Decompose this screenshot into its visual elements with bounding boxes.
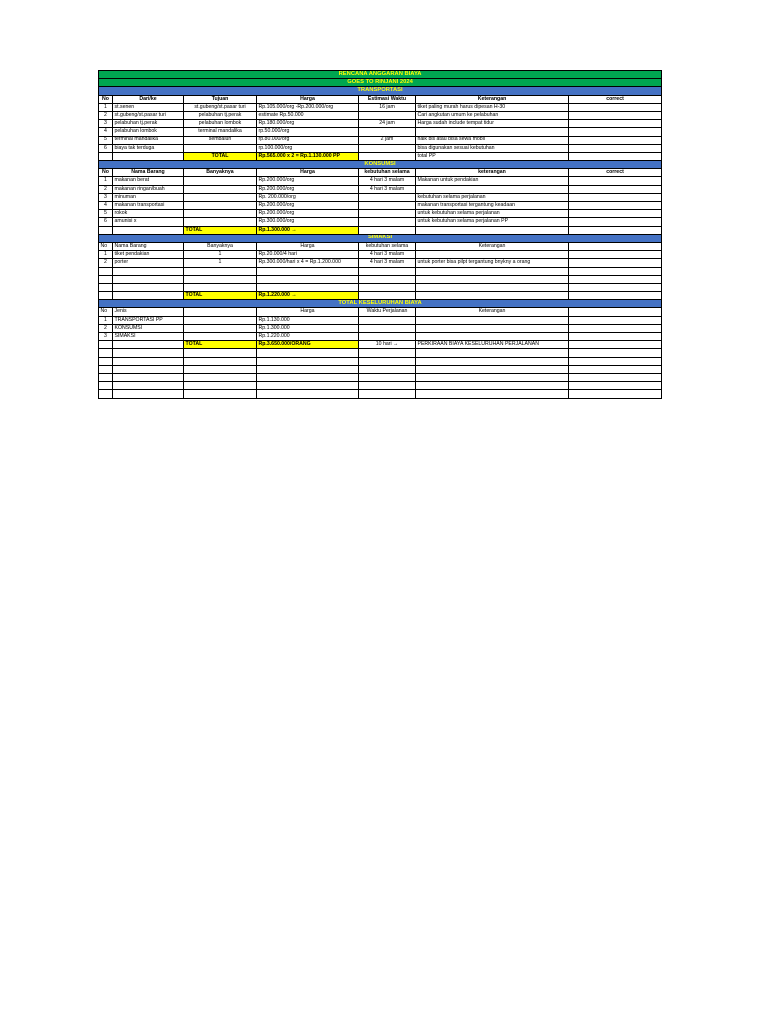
table-cell[interactable]	[99, 341, 113, 349]
table-cell[interactable]	[569, 382, 662, 390]
table-cell[interactable]	[569, 324, 662, 332]
table-cell[interactable]	[184, 275, 257, 283]
table-cell[interactable]	[113, 226, 184, 234]
column-header[interactable]: Estimasi Waktu	[359, 95, 416, 103]
table-cell[interactable]	[416, 382, 569, 390]
table-cell[interactable]	[113, 373, 184, 381]
table-cell[interactable]	[359, 333, 416, 341]
table-cell[interactable]	[257, 365, 359, 373]
table-cell[interactable]	[359, 316, 416, 324]
empty-row	[99, 357, 662, 365]
table-cell[interactable]	[359, 202, 416, 210]
simaksi-total-row	[99, 292, 662, 300]
column-header[interactable]: Banyaknya	[184, 169, 257, 177]
table-cell[interactable]	[359, 324, 416, 332]
table-cell[interactable]: amunisi x	[113, 218, 184, 226]
table-cell[interactable]	[569, 210, 662, 218]
table-cell[interactable]	[99, 292, 113, 300]
empty-row	[99, 349, 662, 357]
table-cell[interactable]	[99, 275, 113, 283]
table-cell[interactable]	[359, 111, 416, 119]
table-cell[interactable]	[113, 390, 184, 398]
sheet-title[interactable]: RENCANA ANGGARAN BIAYA	[99, 71, 662, 79]
table-cell[interactable]: Makanan untuk pendakian	[416, 177, 569, 185]
empty-row	[99, 390, 662, 398]
table-cell[interactable]	[569, 144, 662, 152]
table-cell[interactable]: Rp.200.000/org	[257, 185, 359, 193]
table-cell[interactable]: Rp.200.000/org	[257, 177, 359, 185]
table-cell[interactable]	[569, 226, 662, 234]
table-cell[interactable]	[184, 283, 257, 291]
total-time[interactable]	[359, 226, 416, 234]
table-cell[interactable]	[99, 390, 113, 398]
total-label[interactable]: TOTAL	[184, 292, 257, 300]
table-cell[interactable]: 2	[99, 185, 113, 193]
table-cell[interactable]	[184, 144, 257, 152]
table-cell[interactable]	[99, 357, 113, 365]
table-cell[interactable]: TRANSPORTASI PP	[113, 316, 184, 324]
table-cell[interactable]	[359, 275, 416, 283]
table-cell[interactable]	[416, 275, 569, 283]
table-cell[interactable]	[99, 373, 113, 381]
table-row	[99, 103, 662, 111]
table-cell[interactable]	[257, 373, 359, 381]
table-cell[interactable]: 6	[99, 144, 113, 152]
section-total-keseluruhan[interactable]: TOTAL KESELURUHAN BIAYA	[99, 300, 662, 308]
table-row	[99, 144, 662, 152]
table-cell[interactable]: terminal mandalika	[113, 136, 184, 144]
table-cell[interactable]	[569, 251, 662, 259]
table-cell[interactable]: estimate Rp.50.000	[257, 111, 359, 119]
column-header[interactable]: No	[99, 242, 113, 250]
table-cell[interactable]	[416, 283, 569, 291]
total-time[interactable]	[359, 292, 416, 300]
table-cell[interactable]	[569, 218, 662, 226]
table-row	[99, 316, 662, 324]
table-cell[interactable]: 6	[99, 218, 113, 226]
table-cell[interactable]: pelabuhan tj.perak	[113, 120, 184, 128]
table-cell[interactable]	[416, 324, 569, 332]
section-konsumsi-row	[99, 161, 662, 169]
table-cell[interactable]	[113, 283, 184, 291]
table-cell[interactable]	[416, 316, 569, 324]
table-cell[interactable]: Rp.1.300.000	[257, 324, 359, 332]
total-note[interactable]: total PP	[416, 152, 569, 160]
konsumsi-header-row	[99, 169, 662, 177]
table-cell[interactable]	[569, 357, 662, 365]
empty-row	[99, 373, 662, 381]
total-time[interactable]	[359, 152, 416, 160]
column-header[interactable]: Banyaknya	[184, 242, 257, 250]
table-cell[interactable]	[257, 357, 359, 365]
table-cell[interactable]	[99, 382, 113, 390]
empty-row	[99, 382, 662, 390]
table-cell[interactable]: 16 jam	[359, 103, 416, 111]
column-header[interactable]: Harga	[257, 95, 359, 103]
table-cell[interactable]: rp.100.000/org	[257, 144, 359, 152]
table-cell[interactable]: 3	[99, 193, 113, 201]
table-cell[interactable]: Rp.1.130.000	[257, 316, 359, 324]
table-cell[interactable]: porter	[113, 259, 184, 267]
column-header[interactable]	[184, 308, 257, 316]
table-row	[99, 218, 662, 226]
table-cell[interactable]: 2	[99, 324, 113, 332]
table-cell[interactable]	[359, 357, 416, 365]
column-header[interactable]: No	[99, 169, 113, 177]
table-cell[interactable]	[113, 357, 184, 365]
table-cell[interactable]	[184, 333, 257, 341]
table-cell[interactable]: 3	[99, 120, 113, 128]
table-cell[interactable]	[113, 275, 184, 283]
table-cell[interactable]	[184, 218, 257, 226]
table-row	[99, 275, 662, 283]
column-header[interactable]: No	[99, 308, 113, 316]
total-value[interactable]: Rp.1.220.000 →	[257, 292, 359, 300]
table-cell[interactable]	[184, 177, 257, 185]
table-cell[interactable]	[416, 128, 569, 136]
table-cell[interactable]	[184, 193, 257, 201]
table-cell[interactable]	[569, 275, 662, 283]
section-simaksi[interactable]: SIMAKSI	[99, 234, 662, 242]
total-note[interactable]	[416, 292, 569, 300]
table-cell[interactable]: Rp.300.000/org	[257, 218, 359, 226]
table-cell[interactable]	[359, 283, 416, 291]
table-cell[interactable]	[569, 103, 662, 111]
table-cell[interactable]	[359, 390, 416, 398]
table-cell[interactable]: Rp.300.000/hari x 4 = Rp.1.200.000	[257, 259, 359, 267]
table-cell[interactable]	[359, 349, 416, 357]
transportasi-header-row	[99, 95, 662, 103]
column-header[interactable]: correct	[569, 95, 662, 103]
table-cell[interactable]	[569, 341, 662, 349]
table-cell[interactable]: terminal mandalika	[184, 128, 257, 136]
total-value[interactable]: Rp.1.300.000 →	[257, 226, 359, 234]
table-cell[interactable]	[416, 349, 569, 357]
table-cell[interactable]	[416, 333, 569, 341]
table-cell[interactable]: 4	[99, 128, 113, 136]
column-header[interactable]: Tujuan	[184, 95, 257, 103]
table-cell[interactable]	[257, 390, 359, 398]
table-row	[99, 259, 662, 267]
table-cell[interactable]: rp.50.000/org	[257, 128, 359, 136]
table-cell[interactable]: 5	[99, 210, 113, 218]
column-header[interactable]	[569, 308, 662, 316]
table-cell[interactable]: sembalun	[184, 136, 257, 144]
table-cell[interactable]	[184, 202, 257, 210]
table-cell[interactable]	[113, 341, 184, 349]
table-cell[interactable]	[184, 373, 257, 381]
table-cell[interactable]	[416, 185, 569, 193]
table-cell[interactable]	[359, 144, 416, 152]
table-cell[interactable]: kebutuhan selama perjalanan	[416, 193, 569, 201]
table-cell[interactable]: makanan berat	[113, 177, 184, 185]
table-cell[interactable]: makanan transportasi	[113, 202, 184, 210]
table-cell[interactable]	[184, 365, 257, 373]
table-cell[interactable]: 4	[99, 202, 113, 210]
section-transportasi-row	[99, 87, 662, 95]
table-cell[interactable]	[569, 136, 662, 144]
table-row	[99, 333, 662, 341]
total-value[interactable]: Rp.3.650.000/ORANG	[257, 341, 359, 349]
konsumsi-total-row	[99, 226, 662, 234]
table-cell[interactable]: pelabuhan lombok	[184, 120, 257, 128]
table-cell[interactable]	[359, 218, 416, 226]
column-header[interactable]: Harga	[257, 308, 359, 316]
column-header[interactable]: Keterangan	[416, 95, 569, 103]
table-cell[interactable]: tiket pendakian	[113, 251, 184, 259]
table-cell[interactable]: untuk kebutuhan selama perjalanan	[416, 210, 569, 218]
table-cell[interactable]	[416, 251, 569, 259]
table-cell[interactable]	[359, 382, 416, 390]
table-cell[interactable]	[184, 382, 257, 390]
table-cell[interactable]: 2	[99, 259, 113, 267]
table-cell[interactable]	[569, 111, 662, 119]
table-cell[interactable]	[113, 152, 184, 160]
table-cell[interactable]: 1	[99, 177, 113, 185]
table-cell[interactable]: bisa digunakan sesuai kebutuhan	[416, 144, 569, 152]
table-row	[99, 128, 662, 136]
table-cell[interactable]	[184, 324, 257, 332]
table-row	[99, 251, 662, 259]
column-header[interactable]: correct	[569, 169, 662, 177]
table-cell[interactable]	[257, 349, 359, 357]
table-cell[interactable]	[416, 357, 569, 365]
table-cell[interactable]	[569, 267, 662, 275]
budget-table	[98, 70, 662, 399]
table-cell[interactable]: Rp.105.000/org -Rp.200.000/org	[257, 103, 359, 111]
table-row	[99, 120, 662, 128]
table-row	[99, 283, 662, 291]
table-cell[interactable]: st.senen	[113, 103, 184, 111]
table-cell[interactable]	[569, 152, 662, 160]
table-cell[interactable]	[99, 283, 113, 291]
section-simaksi-row	[99, 234, 662, 242]
table-cell[interactable]: Rp.200.000/org	[257, 210, 359, 218]
table-cell[interactable]	[113, 267, 184, 275]
table-cell[interactable]	[569, 177, 662, 185]
table-cell[interactable]	[184, 185, 257, 193]
column-header[interactable]: Harga	[257, 242, 359, 250]
transportasi-total-row	[99, 152, 662, 160]
table-cell[interactable]: 4 hari 3 malam	[359, 251, 416, 259]
keseluruhan-header-row	[99, 308, 662, 316]
table-cell[interactable]: 4 hari 3 malam	[359, 185, 416, 193]
table-cell[interactable]	[184, 316, 257, 324]
table-row	[99, 210, 662, 218]
table-cell[interactable]: tiket paling murah harus dipesan H-30	[416, 103, 569, 111]
table-cell[interactable]	[569, 390, 662, 398]
table-cell[interactable]: Rp.20.000/4 hari	[257, 251, 359, 259]
table-cell[interactable]	[359, 193, 416, 201]
table-cell[interactable]	[569, 333, 662, 341]
table-cell[interactable]: untuk kebutuhan selama perjalanan PP	[416, 218, 569, 226]
table-cell[interactable]	[416, 390, 569, 398]
table-cell[interactable]	[113, 365, 184, 373]
table-cell[interactable]	[569, 283, 662, 291]
table-cell[interactable]	[257, 382, 359, 390]
table-row	[99, 136, 662, 144]
total-note[interactable]	[416, 226, 569, 234]
table-cell[interactable]	[184, 390, 257, 398]
table-row	[99, 193, 662, 201]
table-cell[interactable]: 1	[184, 259, 257, 267]
sheet-subtitle-row	[99, 79, 662, 87]
table-cell[interactable]: pelabuhan tj.perak	[184, 111, 257, 119]
table-cell[interactable]: biaya tak terduga	[113, 144, 184, 152]
table-cell[interactable]: makanan ringan/buah	[113, 185, 184, 193]
column-header[interactable]: Dari/ke	[113, 95, 184, 103]
table-cell[interactable]: st.gubeng/st.pasar turi	[113, 111, 184, 119]
section-total-keseluruhan-row	[99, 300, 662, 308]
table-cell[interactable]	[569, 349, 662, 357]
simaksi-header-row	[99, 242, 662, 250]
section-transportasi[interactable]: TRANSPORTASI	[99, 87, 662, 95]
table-cell[interactable]	[416, 373, 569, 381]
table-cell[interactable]	[257, 267, 359, 275]
column-header[interactable]: Nama Barang	[113, 169, 184, 177]
table-cell[interactable]	[257, 283, 359, 291]
table-cell[interactable]	[359, 365, 416, 373]
table-cell[interactable]	[359, 210, 416, 218]
total-value[interactable]: Rp.565.000 x 2 = Rp.1.130.000 PP	[257, 152, 359, 160]
table-cell[interactable]	[359, 373, 416, 381]
table-cell[interactable]	[569, 259, 662, 267]
table-row	[99, 177, 662, 185]
table-cell[interactable]	[359, 128, 416, 136]
table-cell[interactable]: SIMAKSI	[113, 333, 184, 341]
column-header[interactable]: Harga	[257, 169, 359, 177]
empty-row	[99, 365, 662, 373]
table-row	[99, 111, 662, 119]
table-cell[interactable]	[569, 316, 662, 324]
table-cell[interactable]: rokok	[113, 210, 184, 218]
table-cell[interactable]: 1	[99, 103, 113, 111]
column-header[interactable]: Nama Barang	[113, 242, 184, 250]
table-cell[interactable]	[113, 292, 184, 300]
table-cell[interactable]: untuk porter bisa pilpt tergantung bnykny a orang	[416, 259, 569, 267]
table-cell[interactable]	[569, 120, 662, 128]
table-cell[interactable]: Rp.180.000/org	[257, 120, 359, 128]
table-cell[interactable]	[569, 185, 662, 193]
table-cell[interactable]: makanan transportasi tergantung keadaan	[416, 202, 569, 210]
table-cell[interactable]	[257, 275, 359, 283]
table-cell[interactable]	[99, 226, 113, 234]
table-cell[interactable]: rp.80.000/org	[257, 136, 359, 144]
column-header[interactable]: kebutuhan selama	[359, 242, 416, 250]
table-cell[interactable]	[569, 202, 662, 210]
table-cell[interactable]	[99, 349, 113, 357]
table-cell[interactable]: Rp.1.220.000	[257, 333, 359, 341]
column-header[interactable]: keterangan	[416, 169, 569, 177]
table-cell[interactable]: Rp.200.000/org	[257, 202, 359, 210]
column-header[interactable]: Keterangan	[416, 242, 569, 250]
table-cell[interactable]	[184, 357, 257, 365]
table-cell[interactable]: 1	[99, 316, 113, 324]
table-cell[interactable]: 2	[99, 111, 113, 119]
table-cell[interactable]	[569, 193, 662, 201]
table-cell[interactable]	[113, 382, 184, 390]
table-cell[interactable]: pelabuhan lombok	[113, 128, 184, 136]
table-cell[interactable]: 1	[184, 251, 257, 259]
table-cell[interactable]	[184, 210, 257, 218]
total-label[interactable]: TOTAL	[184, 226, 257, 234]
keseluruhan-total-row	[99, 341, 662, 349]
table-cell[interactable]	[99, 152, 113, 160]
column-header[interactable]: Waktu Perjalanan	[359, 308, 416, 316]
column-header[interactable]: kebutuhan selama	[359, 169, 416, 177]
table-row	[99, 185, 662, 193]
table-cell[interactable]: Cari angkutan umum ke pelabuhan	[416, 111, 569, 119]
table-cell[interactable]: KONSUMSI	[113, 324, 184, 332]
table-row	[99, 202, 662, 210]
column-header[interactable]: No	[99, 95, 113, 103]
table-cell[interactable]	[113, 349, 184, 357]
table-cell[interactable]	[416, 267, 569, 275]
total-label[interactable]: TOTAL	[184, 152, 257, 160]
table-row	[99, 267, 662, 275]
table-cell[interactable]	[184, 349, 257, 357]
column-header[interactable]: Jenis	[113, 308, 184, 316]
total-label[interactable]: TOTAL	[184, 341, 257, 349]
table-cell[interactable]: naik bis atau bisa sewa mobil	[416, 136, 569, 144]
table-cell[interactable]	[416, 365, 569, 373]
table-cell[interactable]	[569, 292, 662, 300]
sheet-subtitle[interactable]: GOES TO RINJANI 2024	[99, 79, 662, 87]
sheet-title-row	[99, 71, 662, 79]
table-cell[interactable]: Rp. 200.000/org	[257, 193, 359, 201]
table-cell[interactable]: 24 jam	[359, 120, 416, 128]
table-cell[interactable]: 5	[99, 136, 113, 144]
total-time[interactable]: 10 hari →	[359, 341, 416, 349]
table-cell[interactable]: 4 hari 3 malam	[359, 259, 416, 267]
total-note[interactable]: PERKIRAAN BIAYA KESELURUHAN PERJALANAN	[416, 341, 569, 349]
table-cell[interactable]: 3	[99, 333, 113, 341]
table-cell[interactable]	[569, 128, 662, 136]
table-cell[interactable]: 2 jam	[359, 136, 416, 144]
table-cell[interactable]	[184, 267, 257, 275]
table-row	[99, 324, 662, 332]
table-cell[interactable]: 4 hari 3 malam	[359, 177, 416, 185]
table-cell[interactable]	[99, 267, 113, 275]
table-cell[interactable]: st.gubeng/st.pasar turi	[184, 103, 257, 111]
table-cell[interactable]: 1	[99, 251, 113, 259]
column-header[interactable]	[569, 242, 662, 250]
table-cell[interactable]	[359, 267, 416, 275]
table-cell[interactable]	[569, 373, 662, 381]
table-cell[interactable]: minuman	[113, 193, 184, 201]
column-header[interactable]: Keterangan	[416, 308, 569, 316]
section-konsumsi[interactable]: KONSUMSI	[99, 161, 662, 169]
table-cell[interactable]: Harga sudah include tempat tidur	[416, 120, 569, 128]
table-cell[interactable]	[569, 365, 662, 373]
table-cell[interactable]	[99, 365, 113, 373]
